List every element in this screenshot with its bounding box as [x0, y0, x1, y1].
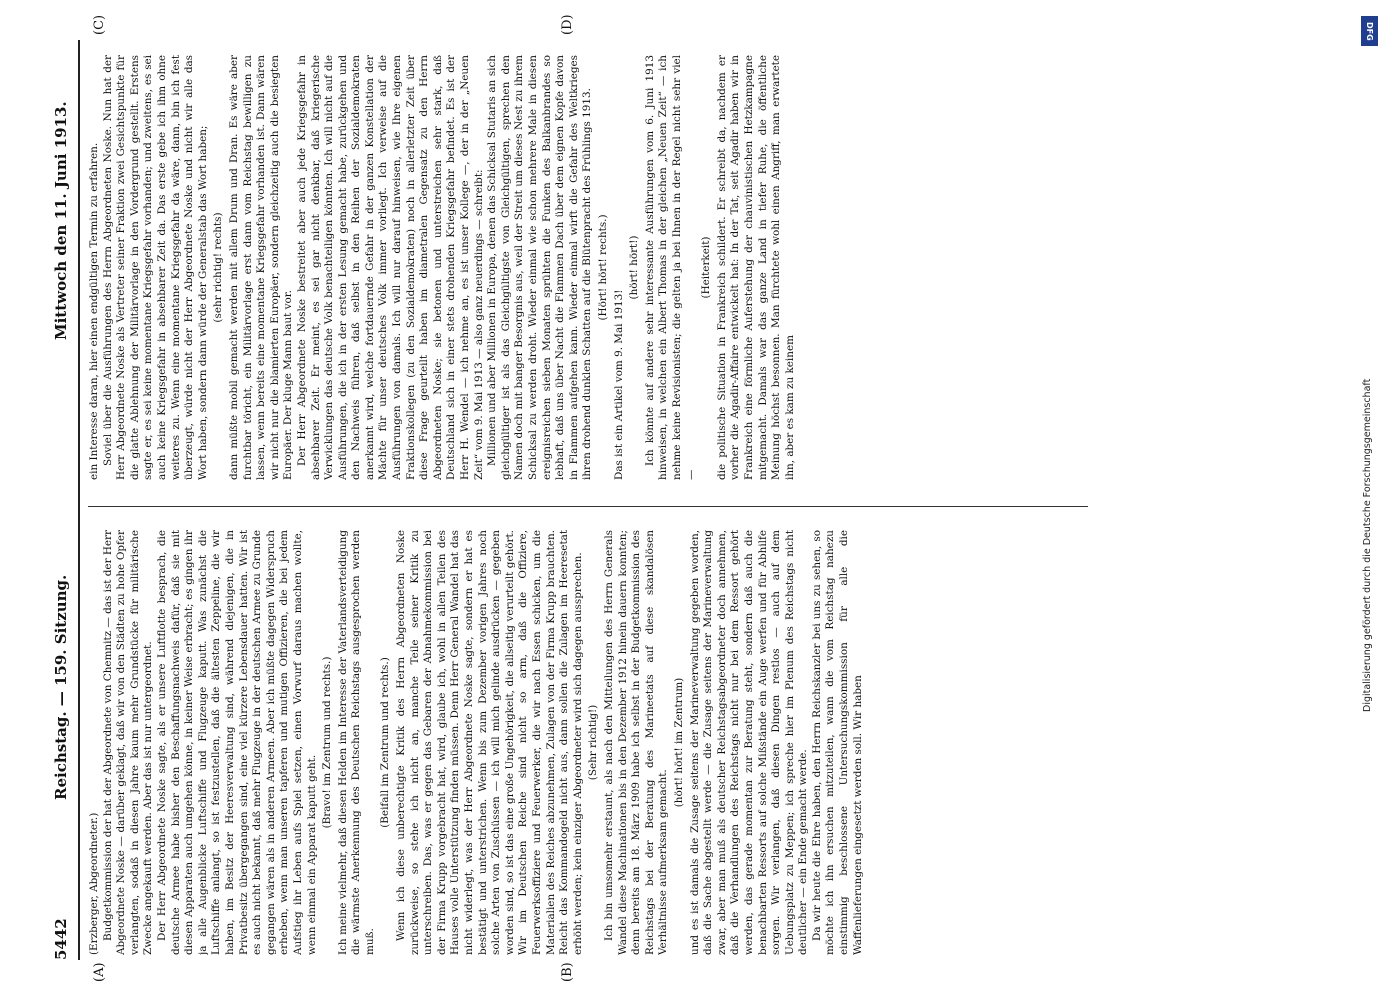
session-date: Mittwoch den 11. Juni 1913.	[52, 101, 70, 340]
left-text-column	[88, 530, 1088, 955]
paragraph: (hört! hört! im Zentrum)	[672, 677, 685, 808]
dfg-logo: DFG	[1361, 16, 1378, 46]
paragraph: Soviel über die Ausführungen des Herrn Abgeordneten Noske. Nun hat der Herr Abgeordnete Noske als Vertreter seiner Fraktion zwei Gesichtspunkte für die glatte Ablehnung der Militärvorlage in den Vordergrund gestellt. Erstens sagte er, es sei keine momentane Kriegsgefahr vorhanden; und zweitens, es sei auch keine Kriegsgefahr in absehbarer Zeit da. Das erste gebe ich ihm ohne weiteres zu. Wenn eine momentane Kriegsgefahr da wäre, dann, bin ich fest überzeugt, würde nicht der Herr Abgeordnete Noske und nicht wir alle das Wort haben, sondern dann würde der Generalstab das Wort haben;	[101, 55, 209, 480]
column-divider	[88, 506, 1088, 507]
paragraph: Ich könnte auf andere sehr interessante Ausführungen vom 6. Juni 1913 hinweisen, in welchen ein Albert Thomas in der gleichen „Neuen Zeit“ — ich nehme keine Revisionisten; die gelten ja bei Ihnen in der Regel nicht sehr viel —	[643, 55, 697, 480]
paragraph: Da wir heute die Ehre haben, den Herrn Reichskanzler bei uns zu sehen, so möchte ich ihn ersuchen mitzuteilen, wann die vom Reichstag nahezu einstimmig beschlossene Untersuchungskommission für alle die Waffenlieferungen eingesetzt werden soll. Wir haben	[810, 530, 864, 955]
margin-marker-a: (A)	[92, 962, 107, 982]
paragraph: Das ist ein Artikel vom 9. Mai 1913!	[612, 289, 625, 480]
paragraph: (Hört! hört! rechts.)	[596, 214, 609, 321]
paragraph: und es ist damals die Zusage seitens der Marineverwaltung gegeben worden, daß die Sache abgestellt werde — die Zusage seitens der Marineverwaltung zwar, aber man muß als deutscher Reichstagsabgeordneter doch annehmen, daß die Verhandlungen des Reichstags nicht nur bei dem Ressort gehört werden, das gerade momentan zur Beratung steht, sondern daß auch die benachbarten Ressorts auf solche Mißstände ein Auge werfen und für Abhilfe sorgen. Wir verlangen, daß diesen Dingen restlos — auch auf dem Uebungsplatz zu Meppen; ich spreche hier im Plenum des Reichstags nicht deutlicher — ein Ende gemacht werde.	[688, 530, 810, 955]
digitization-credit-strip	[1360, 10, 1380, 990]
margin-marker-b: (B)	[560, 962, 575, 982]
paragraph: Budgetkommission der hat der Abgeordnete von Chemnitz — das ist der Herr Abgeordnete Noske — darüber geklagt, daß wir von den Städten zu hohe Opfer verlangten, sodaß in diesen Jahre kaum mehr Grundstücke für militärische Zwecke angekauft werden. Aber das ist nur untergeordnet.	[101, 530, 155, 955]
paragraph: (Erzberger, Abgeordneter.)	[88, 812, 100, 955]
paragraph: Wenn ich diese unberechtigte Kritik des Herrn Abgeordneten Noske zurückweise, so stehe ich nicht an, manche Teile seiner Kritik zu unterschreiben. Das, was er gegen das Gebaren der Abnahmekommission bei der Firma Krupp vorgebracht hat, wird, glaube ich, wohl in allen Teilen des Hauses volle Unterstützung finden müssen. Denn Herr General Wandel hat das nicht widerlegt, was der Herr Abgeordnete Noske sagte, sondern er hat es bestätigt und unterstrichen. Wenn bis zum Dezember vorigen Jahres noch solche Arten von Zuschüssen — ich will mich gelinde ausdrücken — gegeben worden sind, so ist das eine große Ungehörigkeit, die allseitig verurteilt gehört. Wir im Deutschen Reiche sind nicht so arm, daß die Offiziere, Feuerwerksoffiziere und Feuerwerker, die wir nach Essen schicken, um die Materialien des Reiches abzunehmen, Zulagen von der Firma Krupp brauchten. Reicht das Kommandogeld nicht aus, dann sollen die Zulagen im Heeresetat erhöht werden; kein einziger Abgeordneter wird sich dagegen aussprechen.	[395, 530, 584, 955]
paragraph: ein Interesse daran, hier einen endgültigen Termin zu erfahren.	[88, 142, 100, 480]
paragraph: Ich bin umsomehr erstaunt, als nach den Mitteilungen des Herrn Generals Wandel diese Machinationen bis in den Dezember 1912 hinein dauern konnten; denn bereits am 18. März 1909 habe ich selbst in der Budgetkommission des Reichstags bei der Beratung des Marineetats auf diese skandalösen Verhältnisse aufmerksam gemacht.	[602, 530, 670, 955]
paragraph: (sehr richtig! rechts)	[212, 212, 225, 323]
page-number: 5442	[52, 918, 70, 960]
paragraph: (hört! hört!)	[628, 235, 641, 300]
paragraph: (Heiterkeit)	[700, 236, 713, 299]
paragraph: (Bravo! im Zentrum und rechts.)	[321, 656, 334, 829]
paragraph: Der Herr Abgeordnete Noske sagte, als er unsere Luftflotte besprach, die deutsche Armee habe bisher den Beschaffungsnachweis dafür, daß sie mit diesen Apparaten auch umgehen könne, in keiner Weise erbracht; es gingen ihr ja alle Augenblicke Luftschiffe und Flugzeuge kaputt. Was zunächst die Luftschiffe anlangt, so ist festzustellen, daß die ältesten Zeppeline, die wir haben, im Besitz der Heeresverwaltung sind, während diejenigen, die in Privatbesitz übergegangen sind, eine viel kürzere Lebensdauer hatten. Wir ist es auch nicht bekannt, daß mehr Flugzeuge in der deutschen Armee zu Grunde gegangen wären als in anderen Armeen. Aber ich müßte dagegen Widerspruch erheben, wenn man unseren tapferen und mutigen Offizieren, die bei jedem Aufstieg ihr Leben aufs Spiel setzen, einen Vorwurf daraus machen wollte, wenn einmal ein Apparat kaputt geht.	[155, 530, 318, 955]
margin-marker-d: (D)	[560, 14, 575, 35]
session-title: Reichstag. — 159. Sitzung.	[52, 574, 70, 800]
right-text-column	[88, 55, 1088, 480]
paragraph: (Sehr richtig!)	[587, 704, 600, 781]
paragraph: (Beifall im Zentrum und rechts.)	[379, 657, 392, 828]
paragraph: Der Herr Abgeordnete Noske bestreitet aber auch jede Kriegsgefahr in absehbarer Zeit. Er meint, es sei gar nicht denkbar, daß kriegerische Verwicklungen das deutsche Volk benachteiligen könnten. Ich will nicht auf die Ausführungen, die ich in der ersten Lesung gemacht habe, zurückgehen und den Nachweis führen, daß selbst in den Reihen der Sozialdemokraten anerkannt wird, welche fortdauernde Gefahr in der ganzen Konstellation der Mächte für unser deutsches Volk immer vorliegt. Ich verweise auf die Ausführungen von damals. Ich will nur darauf hinweisen, wie Ihre eigenen Fraktionskollegen (zu den Sozialdemokraten) noch in allerletzter Zeit über diese Frage geurteilt haben im diametralen Gegensatz zu den Herrn Abgeordneten Noske; sie betonen und unterstreichen sehr stark, daß Deutschland sich in einer stets drohenden Kriegsgefahr befindet. Es ist der Herr H. Wendel — ich nehme an, es ist unser Kollege —, der in der „Neuen Zeit“ vom 9. Mai 1913 — also ganz neuerdings — schreibt:	[295, 55, 485, 480]
paragraph: die politische Situation in Frankreich schildert. Er schreibt da, nachdem er vorher die Agadir-Affaire entwickelt hat: In der Tat, seit Agadir haben wir in Frankreich eine förmliche Auferstehung der chauvinistischen Hetzkampagne mitgemacht. Damals war das ganze Land in tiefer Ruhe, die öffentliche Meinung höchst besonnen. Man fürchtete wohl einen Angriff, man erwartete ihn, aber es kam zu keinem	[715, 55, 796, 480]
paragraph: Millionen und aber Millionen in Europa, denen das Schicksal Stutaris an sich gleichgültiger ist als das Gleichgültigste von Gleichgültigen, sprechen den Namen doch mit banger Besorgnis aus, weil der Streit um dieses Nest zu ihrem Schicksal zu werden droht. Wieder einmal wie schon mehrere Male in diesen ereignisreichen sieben Monaten sprühten die Funken des Balkanbrandes so lebhaft, daß uns über Nacht die Flammen Dach über dem eignen Kopfe davon in Flammen aufgehen kann. Wieder einmal wirft die Gefahr des Weltkrieges ihren drohend dunklen Schatten auf die Blütenpracht des Frühlings 1913.	[486, 55, 594, 480]
paragraph: Ich meine vielmehr, daß diesen Helden im Interesse der Vaterlandsverteidigung die wärmste Anerkennung des Deutschen Reichstags ausgesprochen werden muß.	[336, 530, 376, 955]
digitization-credit: Digitalisierung gefördert durch die Deutsche Forschungsgemeinschaft	[1362, 378, 1373, 712]
paragraph: dann müßte mobil gemacht werden mit allem Drum und Dran. Es wäre aber furchtbar töricht, ein Militärvorlage erst dann vom Reichstag bewilligen zu lassen, wenn bereits eine momentane Kriegsgefahr vorhanden ist. Dann wären wir nicht nur die blamierten Europäer, sondern gleichzeitig auch die besiegten Europäer. Der kluge Mann baut vor.	[227, 55, 295, 480]
page-header	[40, 40, 80, 960]
margin-marker-c: (C)	[92, 14, 107, 35]
